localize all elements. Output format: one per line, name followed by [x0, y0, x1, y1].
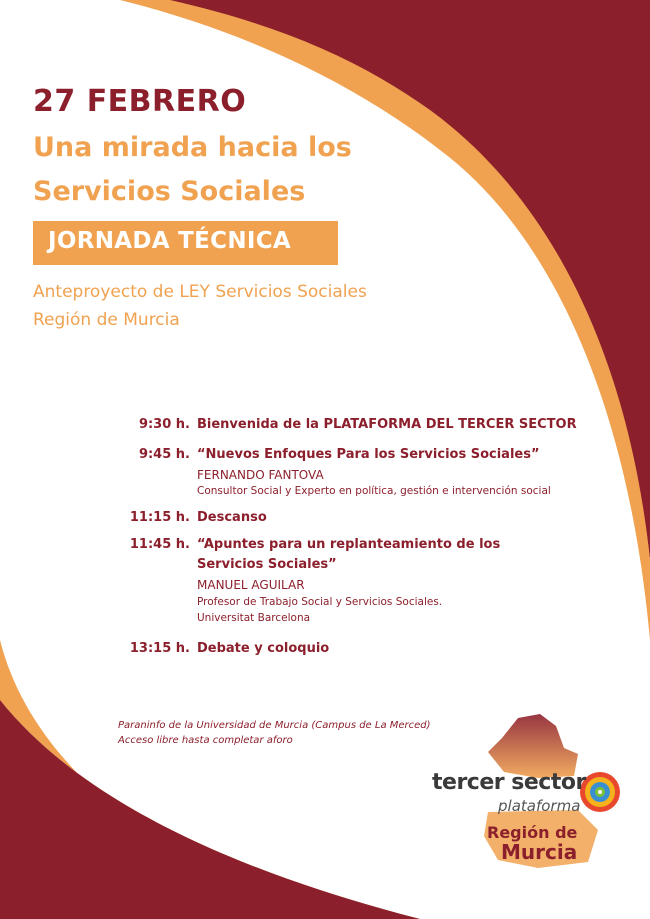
program-title: Debate y coloquio	[197, 641, 330, 656]
program-time: 13:15 h.	[129, 641, 190, 656]
program-time: 9:30 h.	[138, 417, 190, 432]
jornada-badge-label: JORNADA TÉCNICA	[48, 228, 292, 254]
logo-murcia-text: Murcia	[501, 840, 578, 864]
program-title: Descanso	[197, 510, 267, 525]
program-title-line-2: Servicios Sociales”	[197, 557, 337, 572]
program-time: 11:45 h.	[129, 537, 190, 552]
subtitle-line-1: Anteproyecto de LEY Servicios Sociales	[33, 282, 367, 302]
title-line-1: Una mirada hacia los	[33, 132, 352, 163]
program-speaker: MANUEL AGUILAR	[197, 578, 305, 592]
program-title-line-1: “Apuntes para un replanteamiento de los	[197, 537, 501, 552]
program-time: 11:15 h.	[129, 510, 190, 525]
murcia-map-icon	[488, 714, 578, 778]
logo-tercer-sector-text: tercer sector	[432, 770, 586, 795]
program-title: “Nuevos Enfoques Para los Servicios Sociales”	[197, 447, 540, 462]
logo-plataforma-text: plataforma	[498, 797, 581, 815]
spiral-icon	[580, 772, 620, 812]
venue-line-2: Acceso libre hasta completar aforo	[118, 735, 293, 746]
program-speaker: FERNANDO FANTOVA	[197, 468, 324, 482]
program-speaker-desc: Consultor Social y Experto en política, gestión e intervención social	[197, 485, 551, 497]
program-speaker-desc-line-1: Profesor de Trabajo Social y Servicios Sociales.	[197, 596, 443, 608]
event-date: 27 FEBRERO	[33, 84, 247, 119]
title-line-2: Servicios Sociales	[33, 176, 306, 207]
program-speaker-desc-line-2: Universitat Barcelona	[197, 612, 311, 624]
logo-region-text: Región de	[487, 823, 578, 842]
program-time: 9:45 h.	[138, 447, 190, 462]
program-title: Bienvenida de la PLATAFORMA DEL TERCER SECTOR	[197, 417, 577, 432]
venue-line-1: Paraninfo de la Universidad de Murcia (Campus de La Merced)	[118, 720, 431, 731]
subtitle-line-2: Región de Murcia	[33, 310, 180, 330]
